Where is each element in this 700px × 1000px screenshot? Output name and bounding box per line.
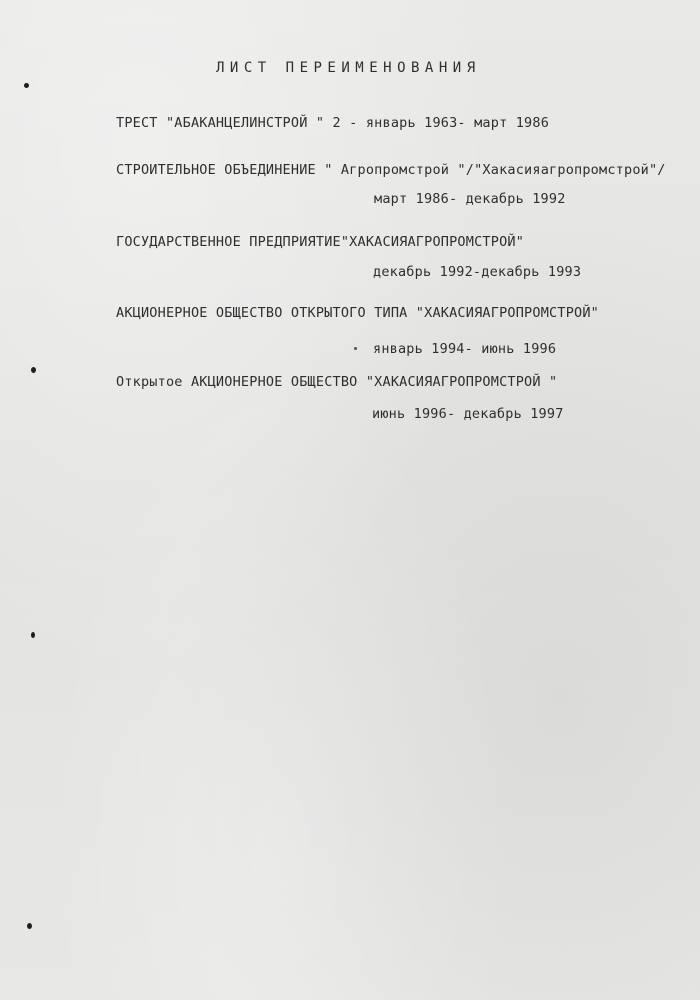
rename-entry-line: АКЦИОНЕРНОЕ ОБЩЕСТВО ОТКРЫТОГО ТИПА "ХАКАСИЯАГРОПРОМСТРОЙ" (116, 305, 600, 321)
rename-entry-dates: июнь 1996- декабрь 1997 (372, 406, 564, 422)
rename-entry-dates: январь 1994- июнь 1996 (373, 341, 557, 357)
document-title: ЛИСТ ПЕРЕИМЕНОВАНИЯ (216, 60, 481, 76)
rename-entry-dates: март 1986- декабрь 1992 (374, 191, 566, 207)
punch-hole-mark (31, 632, 35, 638)
rename-entry-line: ТРЕСТ "АБАКАНЦЕЛИНСТРОЙ " 2 - январь 1963- март 1986 (116, 115, 550, 131)
stray-ink-mark (354, 347, 357, 350)
rename-entry-line: Открытое АКЦИОНЕРНОЕ ОБЩЕСТВО "ХАКАСИЯАГРОПРОМСТРОЙ " (116, 374, 558, 390)
punch-hole-mark (24, 83, 29, 88)
rename-entry-line: ГОСУДАРСТВЕННОЕ ПРЕДПРИЯТИЕ"ХАКАСИЯАГРОПРОМСТРОЙ" (116, 234, 525, 250)
rename-entry-dates: декабрь 1992-декабрь 1993 (373, 264, 582, 280)
rename-entry-line: СТРОИТЕЛЬНОЕ ОБЪЕДИНЕНИЕ " Агропромстрой "/"Хакасияагропромстрой"/ (116, 162, 666, 178)
punch-hole-mark (31, 367, 36, 373)
punch-hole-mark (27, 923, 32, 929)
